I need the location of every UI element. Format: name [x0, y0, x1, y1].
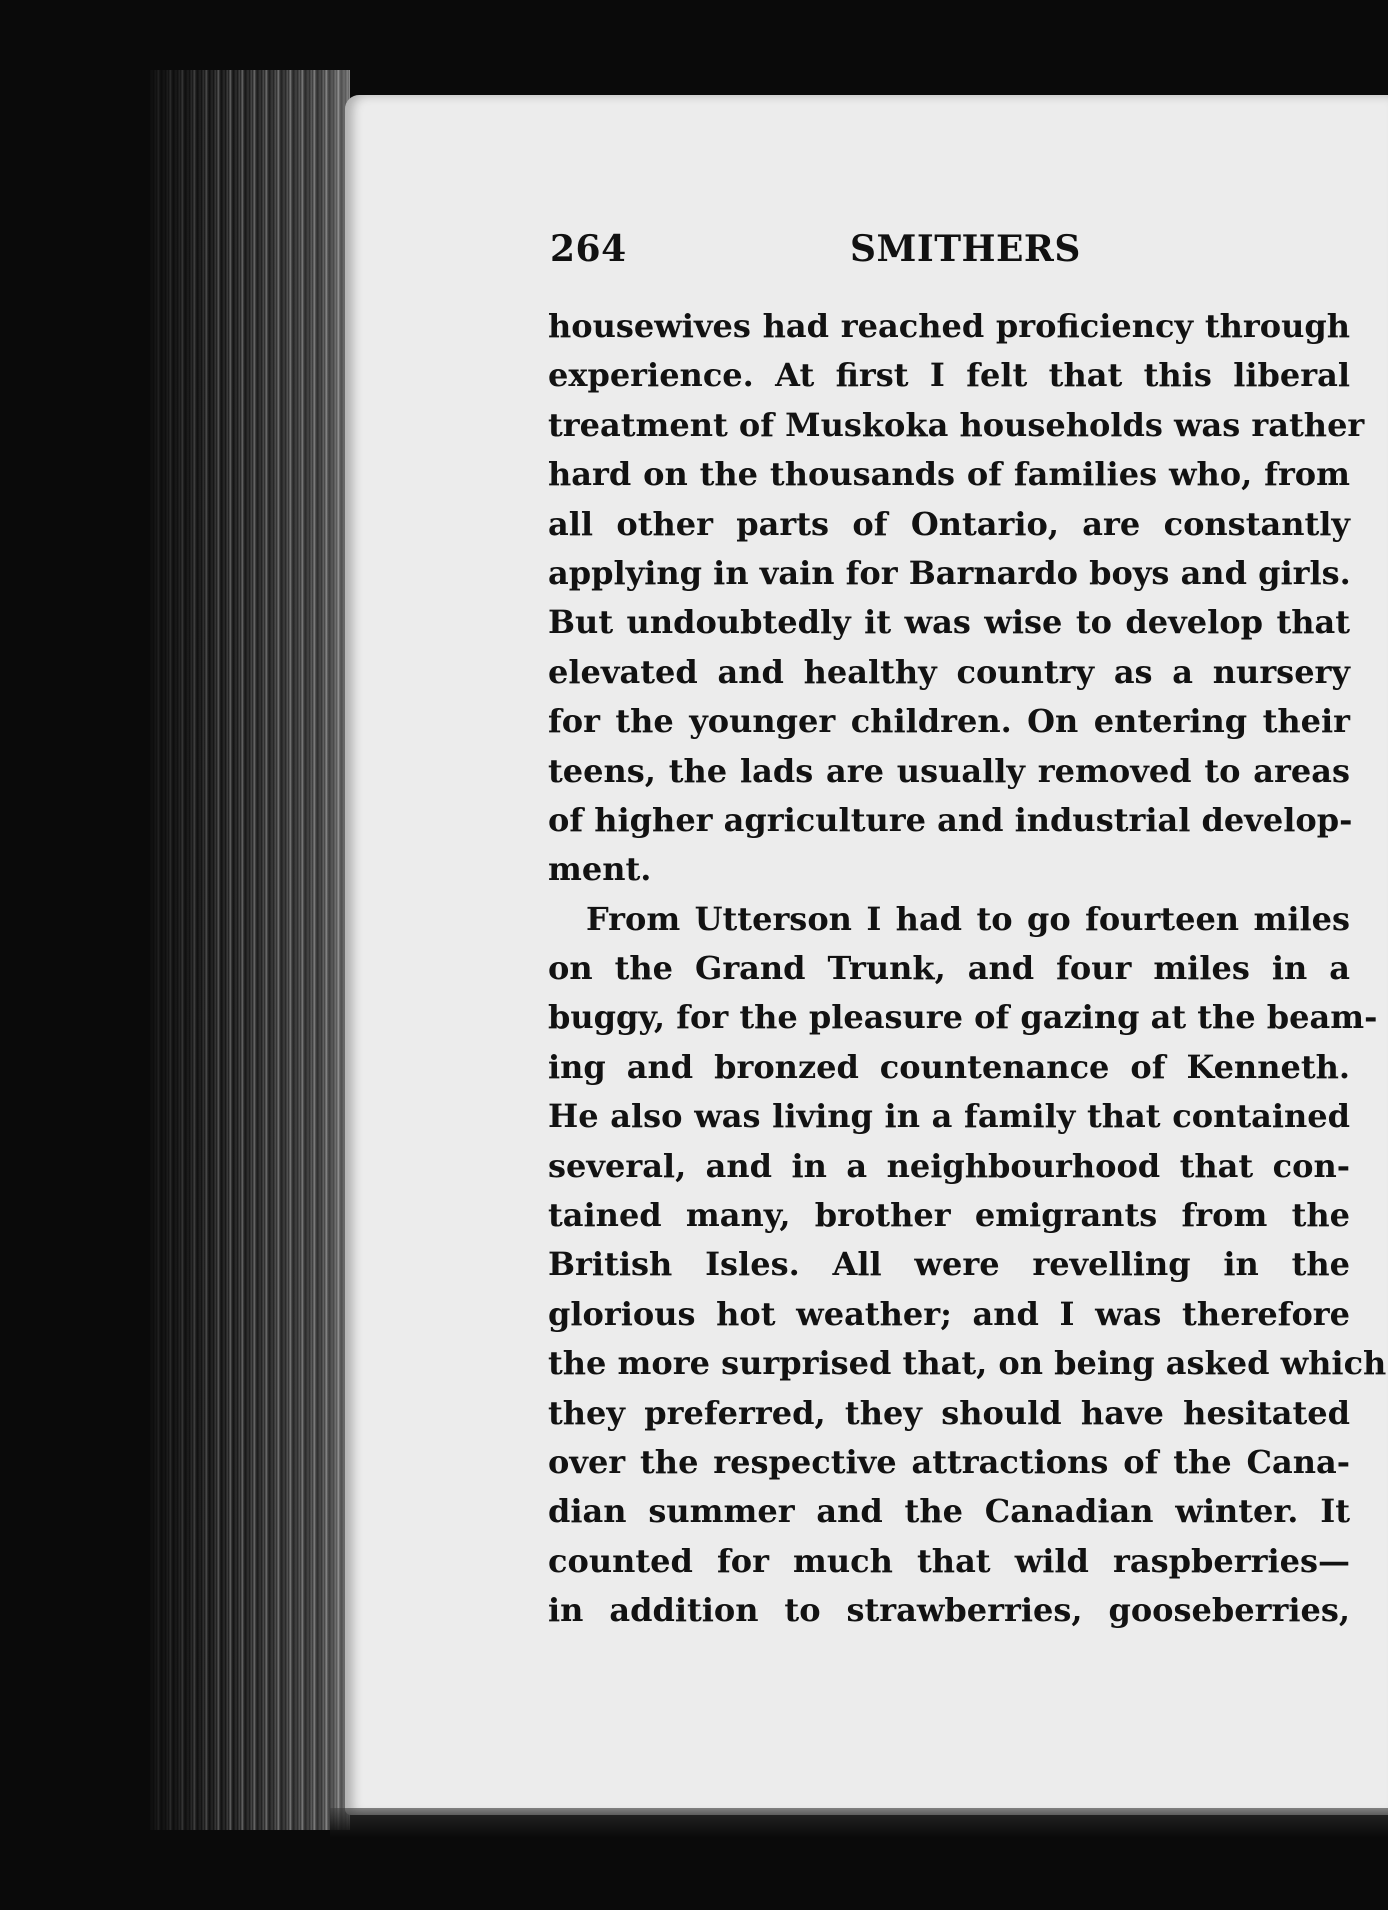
body-text — [548, 302, 1387, 1636]
text-line: applying in vain for Barnardo boys and girls. — [548, 553, 1351, 592]
text-line: But undoubtedly it was wise to develop that — [548, 603, 1350, 642]
text-line: all other parts of Ontario, are constantly — [548, 504, 1350, 543]
text-line: hard on the thousands of families who, from — [548, 455, 1350, 494]
text-line: teens, the lads are usually removed to areas — [548, 751, 1350, 790]
text-line: British Isles. All were revelling in the — [548, 1245, 1350, 1284]
text-line: ment. — [548, 850, 652, 889]
text-line: of higher agriculture and industrial develop- — [548, 800, 1353, 839]
text-line: counted for much that wild raspberries— — [548, 1541, 1350, 1580]
text-line: ing and bronzed countenance of Kenneth. — [548, 1047, 1350, 1086]
text-line: He also was living in a family that contained — [548, 1097, 1350, 1136]
text-line: in addition to strawberries, gooseberries, — [548, 1591, 1350, 1630]
text-line: dian summer and the Canadian winter. It — [548, 1492, 1350, 1531]
text-line: on the Grand Trunk, and four miles in a — [548, 949, 1350, 988]
page-number: 264 — [550, 228, 627, 270]
text-line: elevated and healthy country as a nursery — [548, 652, 1350, 691]
text-line: treatment of Muskoka households was rather — [548, 405, 1365, 444]
text-line: housewives had reached proficiency through — [548, 307, 1350, 345]
text-line: tained many, brother emigrants from the — [548, 1196, 1350, 1235]
text-line: the more surprised that, on being asked which — [548, 1344, 1387, 1383]
text-line: over the respective attractions of the Cana- — [548, 1442, 1350, 1481]
running-head — [550, 228, 1090, 278]
text-line: glorious hot weather; and I was therefore — [548, 1294, 1350, 1333]
running-title: SMITHERS — [850, 228, 1081, 270]
book-edge-shading — [150, 70, 350, 1830]
text-line: several, and in a neighbourhood that con- — [548, 1146, 1350, 1185]
text-line: From Utterson I had to go fourteen miles — [586, 899, 1350, 938]
page-bottom-shadow — [330, 1808, 1388, 1838]
text-line: for the younger children. On entering their — [548, 702, 1350, 741]
text-line: experience. At first I felt that this liberal — [548, 356, 1350, 395]
text-line: they preferred, they should have hesitated — [548, 1393, 1350, 1432]
text-line: buggy, for the pleasure of gazing at the beam- — [548, 998, 1378, 1037]
